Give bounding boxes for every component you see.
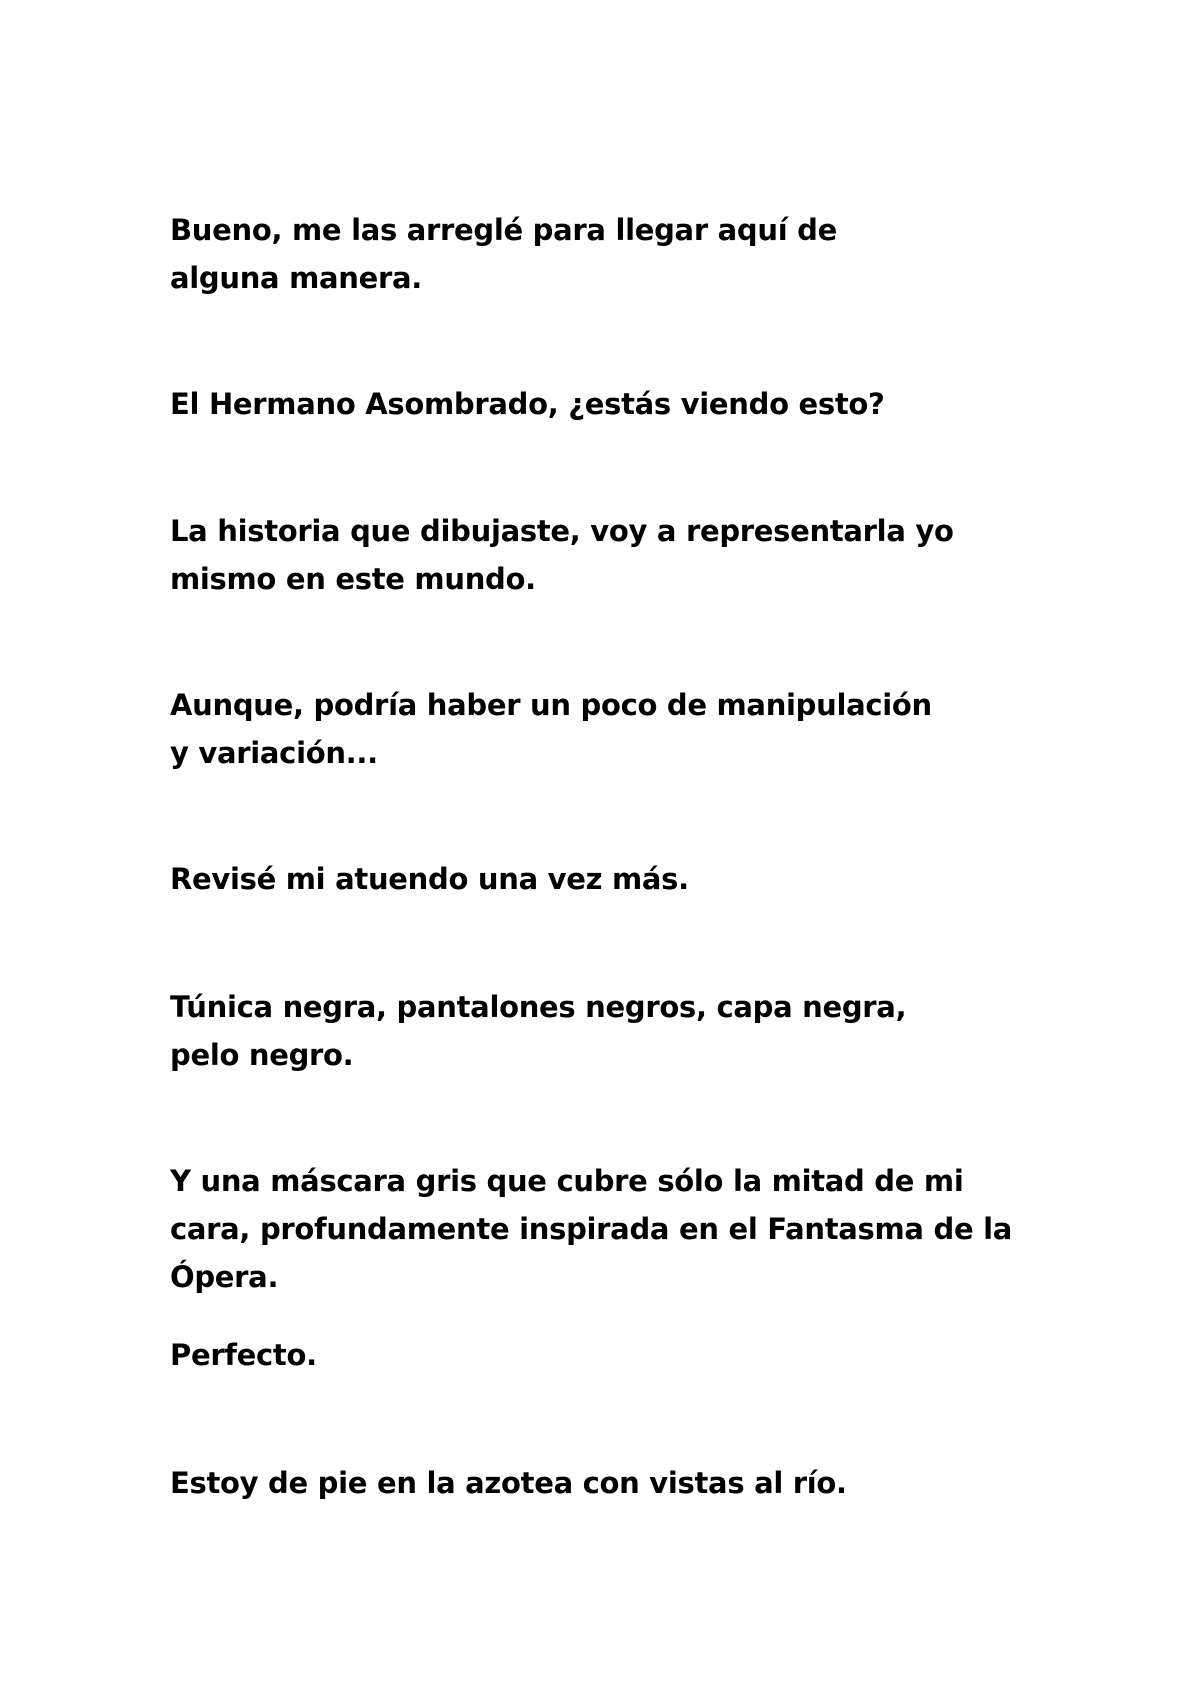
paragraph-3: La historia que dibujaste, voy a representarla yo mismo en este mundo. [170, 514, 954, 596]
paragraph-9: Estoy de pie en la azotea con vistas al río. [170, 1466, 847, 1500]
paragraph-4: Aunque, podría haber un poco de manipulación y variación... [170, 688, 932, 770]
paragraph-6: Túnica negra, pantalones negros, capa negra, pelo negro. [170, 990, 907, 1072]
paragraph-5: Revisé mi atuendo una vez más. [170, 862, 689, 896]
paragraph-2: El Hermano Asombrado, ¿estás viendo esto? [170, 387, 885, 421]
paragraph-8: Perfecto. [170, 1338, 317, 1372]
paragraph-7: Y una máscara gris que cubre sólo la mitad de mi cara, profundamente inspirada en el Fantasma de la Ópera. [170, 1164, 1013, 1294]
paragraph-1: Bueno, me las arreglé para llegar aquí de alguna manera. [170, 213, 837, 295]
